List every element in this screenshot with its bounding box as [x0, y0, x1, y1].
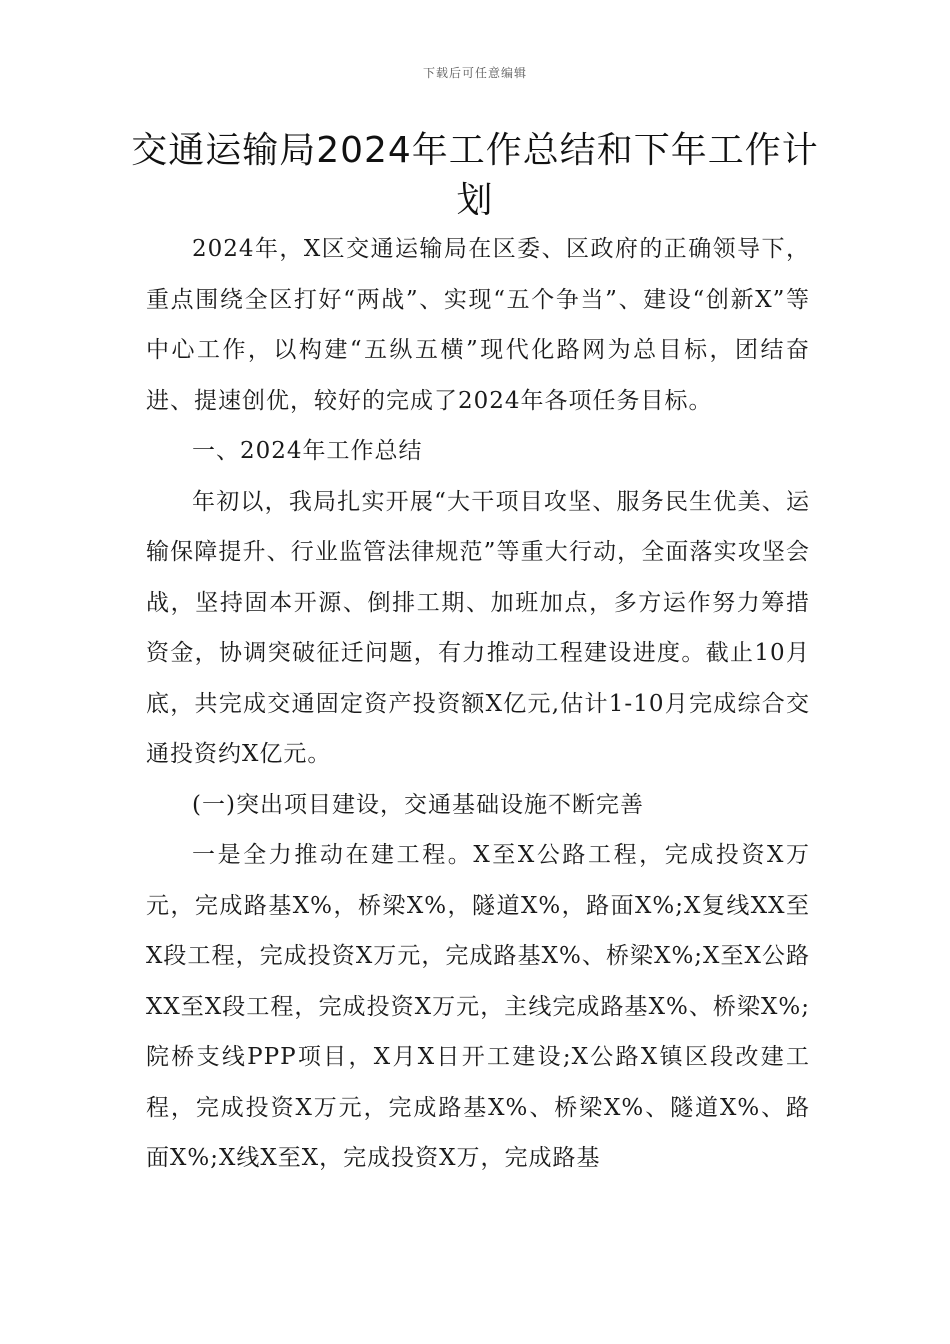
intro-paragraph: 2024年，X区交通运输局在区委、区政府的正确领导下，重点围绕全区打好“两战”、实现“五个争当”、建设“创新X”等中心工作，以构建“五纵五横”现代化路网为总目标，团结奋进、提速创优，较好的完成了2024年各项任务目标。 [146, 236, 810, 414]
projects-paragraph: 一是全力推动在建工程。X至X公路工程，完成投资X万元，完成路基X%，桥梁X%，隧道X%，路面X%;X复线XX至X段工程，完成投资X万元，完成路基X%、桥梁X%;X至X公路XX至X段工程，完成投资X万元，主线完成路基X%、桥梁X%;院桥支线PPP项目，X月X日开工建设;X公路X镇区段改建工程，完成投资X万元，完成路基X%、桥梁X%、隧道X%、路面X%;X线X至X，完成投资X万，完成路基 [146, 842, 810, 1171]
page-title: 交通运输局2024年工作总结和下年工作计划 [131, 130, 819, 221]
subsection-heading-projects: (一)突出项目建设，交通基础设施不断完善 [192, 791, 644, 818]
section-heading-summary: 一、2024年工作总结 [192, 438, 423, 464]
header-note: 下载后可任意编辑 [422, 66, 527, 80]
document-body [146, 224, 810, 1184]
summary-paragraph: 年初以，我局扎实开展“大干项目攻坚、服务民生优美、运输保障提升、行业监管法律规范”等重大行动，全面落实攻坚会战，坚持固本开源、倒排工期、加班加点，多方运作努力筹措资金，协调突破征迁问题，有力推动工程建设进度。截止10月底，共完成交通固定资产投资额X亿元,估计1-10月完成综合交通投资约X亿元。 [146, 488, 810, 767]
